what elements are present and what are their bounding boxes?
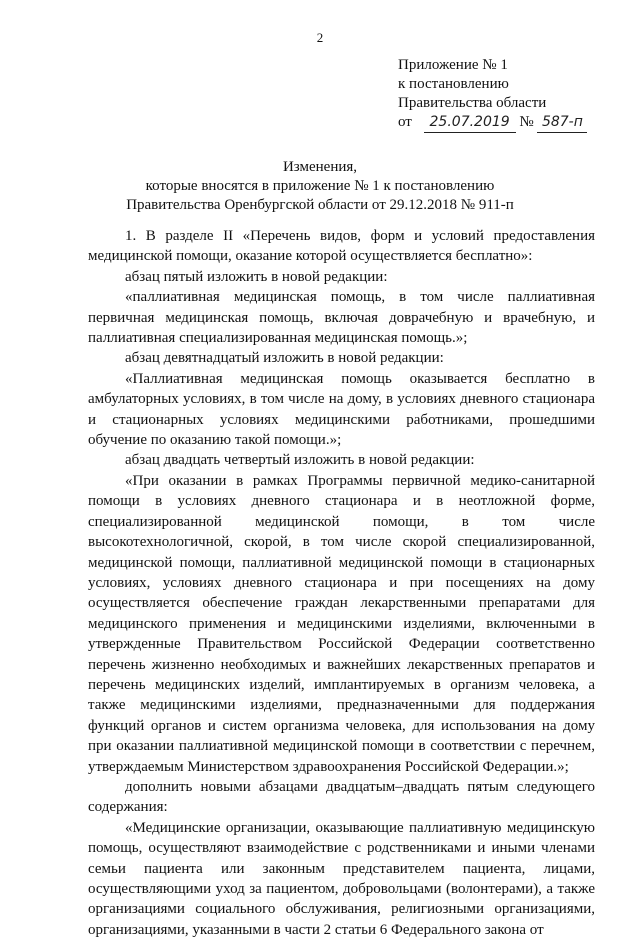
- appendix-block: [398, 56, 587, 133]
- handwritten-date: 25.07.2019: [424, 113, 516, 133]
- paragraph: абзац двадцать четвертый изложить в новой редакции:: [125, 452, 475, 469]
- number-prefix: №: [519, 114, 534, 130]
- appendix-date-line: [398, 113, 587, 133]
- paragraph: «паллиативная медицинская помощь, в том числе паллиативная первичная медицинская помощь, включая доврачебную и врачебную, и паллиативная специализированная медицинская помощь.»;: [88, 289, 595, 347]
- appendix-title: Приложение № 1: [398, 57, 508, 73]
- date-prefix: от: [398, 114, 412, 130]
- document-body: [88, 226, 595, 940]
- appendix-ref-line: к постановлению: [398, 76, 509, 92]
- paragraph: «Паллиативная медицинская помощь оказывается бесплатно в амбулаторных условиях, в том числе на дому, в условиях дневного стационара и стационарных условиях медицинскими работниками, прошедшими обучение по оказанию такой помощи.»;: [88, 370, 595, 449]
- paragraph: абзац девятнадцатый изложить в новой редакции:: [125, 350, 444, 367]
- heading-subtitle-2: Правительства Оренбургской области от 29.12.2018 № 911-п: [126, 197, 514, 213]
- appendix-authority-line: Правительства области: [398, 95, 547, 111]
- handwritten-number: 587-п: [537, 113, 587, 133]
- paragraph: абзац пятый изложить в новой редакции:: [125, 268, 388, 285]
- document-heading: [0, 158, 640, 215]
- heading-title: Изменения,: [282, 159, 358, 175]
- heading-subtitle-1: которые вносятся в приложение № 1 к постановлению: [145, 178, 495, 194]
- paragraph: «При оказании в рамках Программы первичной медико-санитарной помощи в условиях дневного стационара и в неотложной форме, специализированной медицинской помощи, в том числе высокотехнологичной, скорой, в том числе скорой специализированной, медицинской помощи, паллиативной медицинской помощи в стационарных условиях, условиях дневного стационара и при посещениях на дому осуществляется обеспечение граждан лекарственными препаратами для медицинского применения и медицинскими изделиями, включенными в утвержденные Правительством Российской Федерации соответственно перечень жизненно необходимых и важнейших лекарственных препаратов и перечень медицинских изделий, имплантируемых в организм человека, а также медицинскими изделиями, предназначенными для поддержания функций органов и систем организма человека, для использования на дому при оказании паллиативной медицинской помощи в соответствии с перечнем, утверждаемым Министерством здравоохранения Российской Федерации.»;: [88, 472, 595, 775]
- paragraph: дополнить новыми абзацами двадцатым–двадцать пятым следующего содержания:: [88, 778, 595, 816]
- paragraph: 1. В разделе II «Перечень видов, форм и условий предоставления медицинской помощи, оказание которой осуществляется бесплатно»:: [88, 228, 595, 265]
- paragraph: «Медицинские организации, оказывающие паллиативную медицинскую помощь, осуществляют взаимодействие с родственниками и иными членами семьи пациента или законным представителем пациента, лицами, осуществляющими уход за пациентом, добровольцами (волонтерами), а также организациями социального обслуживания, религиозными организациями, организациями, указанными в части 2 статьи 6 Федерального закона от: [88, 819, 595, 938]
- page-number: 2: [316, 30, 324, 45]
